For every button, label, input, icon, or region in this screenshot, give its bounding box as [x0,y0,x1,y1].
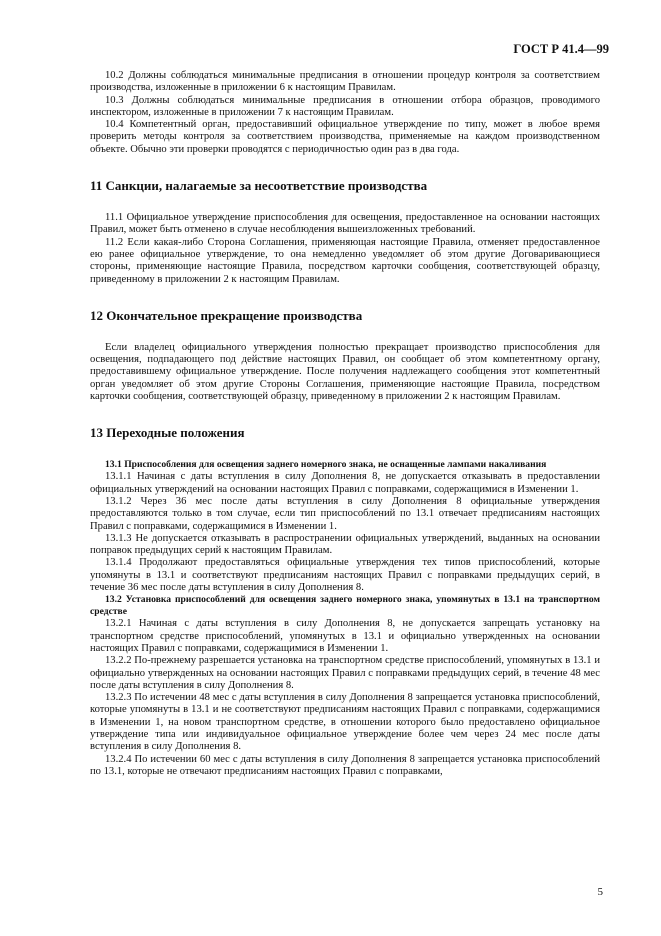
paragraph-13-1-4: 13.1.4 Продолжают предоставляться официальные утверждения тех типов приспособлений, которые упомянуты в 13.1 и соответствуют предписаниям настоящих Правил с поправками предыдущих серий, в течение 36 мес после даты вступления в силу Дополнения 8. [90,557,600,594]
paragraph-11-1: 11.1 Официальное утверждение приспособления для освещения, предоставленное на основании настоящих Правил, может быть отменено в случае несоблюдения вышеизложенных требований. [90,212,600,236]
paragraph-13-2-2: 13.2.2 По-прежнему разрешается установка на транспортном средстве приспособлений, упомянутых в 13.1 и официально утвержденных на основании настоящих Правил с поправками предыдущих серий, в течение 48 мес после даты вступления в силу Дополнения 8. [90,655,600,691]
paragraph-12: Если владелец официального утверждения полностью прекращает производство приспособления для освещения, подпадающего под действие настоящих Правил, он сообщает об этом компетентному органу, предоставившему официальное утверждение. После получения надлежащего сообщения этот компетентный орган уведомляет об этом другие Стороны Соглашения, применяющие настоящие Правила, посредством карточки сообщения, соответствующей образцу, приведенному в приложении 2 к настоящим Правилам. [90,341,600,403]
subsection-13-2-heading: 13.2 Установка приспособлений для освещения заднего номерного знака, упомянутых в 13.1 на транспортном средстве [90,594,600,618]
section-12-heading: 12 Окончательное прекращение производства [90,307,363,323]
subsection-13-1-heading: 13.1 Приспособления для освещения заднего номерного знака, не оснащенные лампами накаливания [105,459,547,471]
paragraph-10-2: 10.2 Должны соблюдаться минимальные предписания в отношении процедур контроля за соответствием производства, изложенные в приложении 6 к настоящим Правилам. [90,70,600,94]
document-body [90,70,600,778]
paragraph-13-2-3: 13.2.3 По истечении 48 мес с даты вступления в силу Дополнения 8 запрещается установка приспособлений, которые упомянуты в 13.1 и не соответствуют предписаниям настоящих Правил с поправками, содержащимися в Изменении 1, на новом транспортном средстве, в отношении которого было предоставлено официальное утверждение типа или индивидуальное официальное утверждение более чем через 24 мес после даты вступления в силу Дополнения 8. [90,692,600,753]
paragraph-13-1-3: 13.1.3 Не допускается отказывать в распространении официальных утверждений, выданных на основании поправок предыдущих серий к настоящим Правилам. [90,532,600,557]
paragraph-13-1-2: 13.1.2 Через 36 мес после даты вступления в силу Дополнения 8 официальные утверждения предоставляются только в том случае, если тип приспособлений по 13.1 отвечает предписаниям настоящих Правил с поправками, содержащимися в Изменении 1. [90,495,600,532]
page-number: 5 [597,886,603,898]
section-13-heading: 13 Переходные положения [90,425,245,441]
document-code-header: ГОСТ Р 41.4—99 [513,42,609,56]
paragraph-13-1-1: 13.1.1 Начиная с даты вступления в силу Дополнения 8, не допускается отказывать в предоставлении официальных утверждений на основании настоящих Правил с поправками, содержащимися в Изменении 1. [90,471,600,495]
paragraph-13-2-4: 13.2.4 По истечении 60 мес с даты вступления в силу Дополнения 8 запрещается установка приспособлений по 13.1, которые не отвечают предписаниям настоящих Правил с поправками, [90,753,600,777]
paragraph-10-3: 10.3 Должны соблюдаться минимальные предписания в отношении отбора образцов, проводимого инспектором, изложенные в приложении 7 к настоящим Правилам. [90,94,600,118]
paragraph-10-4: 10.4 Компетентный орган, предоставивший официальное утверждение по типу, может в любое время проверить методы контроля за соответствием производства, применяемые на каждом производственном объекте. Обычно эти проверки проводятся с периодичностью один раз в два года. [90,119,600,155]
paragraph-13-2-1: 13.2.1 Начиная с даты вступления в силу Дополнения 8, не допускается запрещать установку на транспортном средстве приспособлений, упомянутых в 13.1 и официально утвержденных на основании настоящих Правил с поправками, содержащимися в Изменении 1. [90,618,600,654]
paragraph-11-2: 11.2 Если какая-либо Сторона Соглашения, применяющая настоящие Правила, отменяет предоставленное ею ранее официальное утверждение, то она немедленно уведомляет об этом другие Договаривающиеся стороны, применяющие настоящие Правила, посредством карточки сообщения, соответствующей образцу, приведенному в приложении 2 к настоящим Правилам. [90,236,600,285]
section-11-heading: 11 Санкции, налагаемые за несоответствие производства [90,178,428,194]
